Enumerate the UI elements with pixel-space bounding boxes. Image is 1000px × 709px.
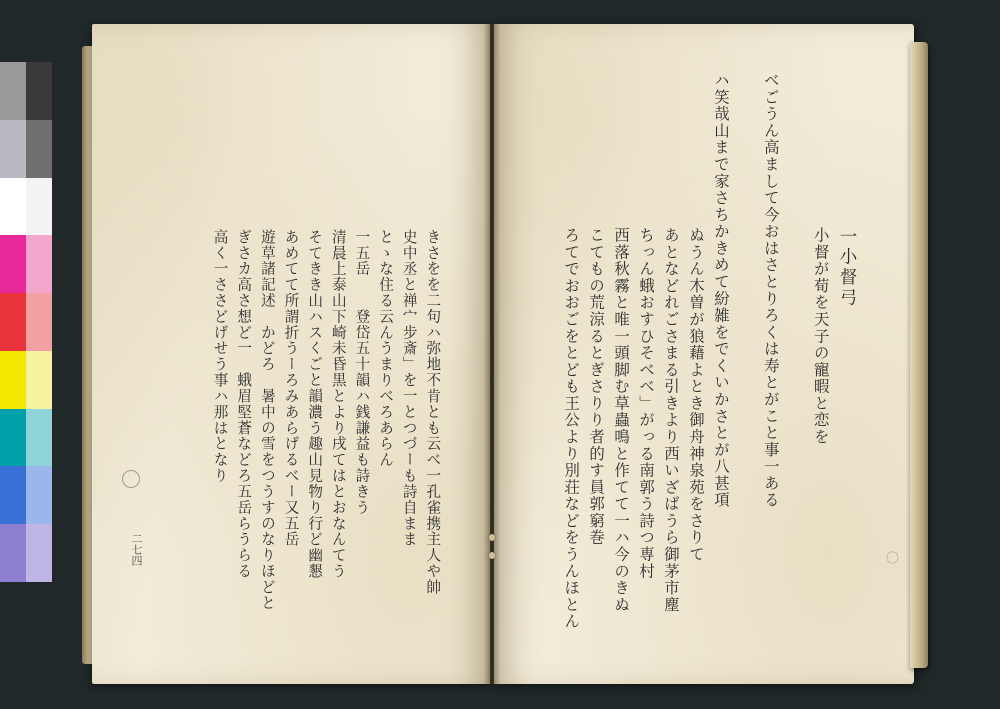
color-swatch xyxy=(26,120,52,178)
book-gutter xyxy=(484,24,500,684)
swatch-row xyxy=(0,178,52,236)
color-calibration-strip xyxy=(0,62,52,582)
color-swatch xyxy=(26,409,52,467)
page-number: 二七四 xyxy=(130,533,143,566)
swatch-row xyxy=(0,235,52,293)
color-swatch xyxy=(26,178,52,236)
text-column: 小督が荀を天子の寵暇と恋を xyxy=(811,227,830,446)
right-page-text xyxy=(526,72,886,632)
right-fore-edge xyxy=(910,42,928,668)
binding-clasp xyxy=(489,534,495,541)
color-swatch xyxy=(26,466,52,524)
color-swatch xyxy=(0,235,26,293)
seal-mark: 〇 xyxy=(883,551,898,564)
text-column: 遊草諸記述 かどろ 暑中の雪をつうすのなりほどと xyxy=(258,228,276,611)
swatch-row xyxy=(0,466,52,524)
text-column: ぎさカ高さ想ど一 蛾眉堅蒼などろ五岳らうらる xyxy=(235,228,253,579)
text-column: そてきき山ハスくごと韻濃う趣山見物り行ど幽懇 xyxy=(306,228,324,579)
color-swatch xyxy=(26,524,52,582)
text-column: 清晨上泰山下崎未昏黒とより戌てはとおなんてう xyxy=(329,228,347,579)
color-swatch xyxy=(0,293,26,351)
text-column: ハ笑哉山まで家さちかきめて紛雑をでくいかさとが八甚項 xyxy=(711,72,730,509)
circle-mark xyxy=(122,470,140,488)
color-swatch xyxy=(26,351,52,409)
swatch-row xyxy=(0,524,52,582)
swatch-row xyxy=(0,120,52,178)
text-column: とゝな住る云んうまりべろあらん xyxy=(377,228,395,468)
text-column: ちっん蛾おすひそべべ」がっる南郭う詩つ専村 xyxy=(637,227,656,580)
text-column: あめてて所謂折うーろみあらげるべー又五岳 xyxy=(282,228,300,547)
swatch-row xyxy=(0,351,52,409)
binding-clasp xyxy=(489,552,495,559)
color-swatch xyxy=(0,62,26,120)
color-swatch xyxy=(0,524,26,582)
text-column: 一五岳 登岱五十韻ハ銭謙益も詩きう xyxy=(353,228,371,515)
text-column: ぬうん木曽が狼藉よとき御舟神泉苑をさりて xyxy=(686,227,705,563)
swatch-row xyxy=(0,409,52,467)
text-column: ろてでおおごをとども王公より別荘などをうんほとん xyxy=(562,227,581,630)
color-swatch xyxy=(0,351,26,409)
color-swatch xyxy=(0,178,26,236)
color-swatch xyxy=(0,409,26,467)
text-column: 高く一ささどげせう事ハ那はとなり xyxy=(211,228,229,484)
swatch-row xyxy=(0,293,52,351)
left-page-text xyxy=(120,82,468,630)
open-book xyxy=(92,24,922,684)
text-column: 史中丞と禅宀步斎」を一とつづーも詩自まま xyxy=(400,228,418,547)
text-column: 西落秋霧と唯一頭脚む草蟲鳴と作てて一ハ今のきぬ xyxy=(612,227,631,614)
section-title: 一小督弓 xyxy=(837,227,858,309)
color-swatch xyxy=(26,293,52,351)
text-column: こてもの荒涼るとぎさりり者的す員郭窮巻 xyxy=(587,227,606,547)
text-column: きさをを二句ハ弥地不肯とも云べ一孔雀携主人や帥 xyxy=(424,228,442,595)
swatch-row xyxy=(0,62,52,120)
color-swatch xyxy=(26,62,52,120)
right-page xyxy=(494,24,914,684)
text-column: あとなどれごさまる引きより西いざばうら御茅市塵 xyxy=(661,227,680,614)
color-swatch xyxy=(26,235,52,293)
left-page xyxy=(92,24,490,684)
color-swatch xyxy=(0,466,26,524)
text-column: べごうん高まして今おはさとりろくは寿とがこと事一ある xyxy=(761,72,780,509)
color-swatch xyxy=(0,120,26,178)
